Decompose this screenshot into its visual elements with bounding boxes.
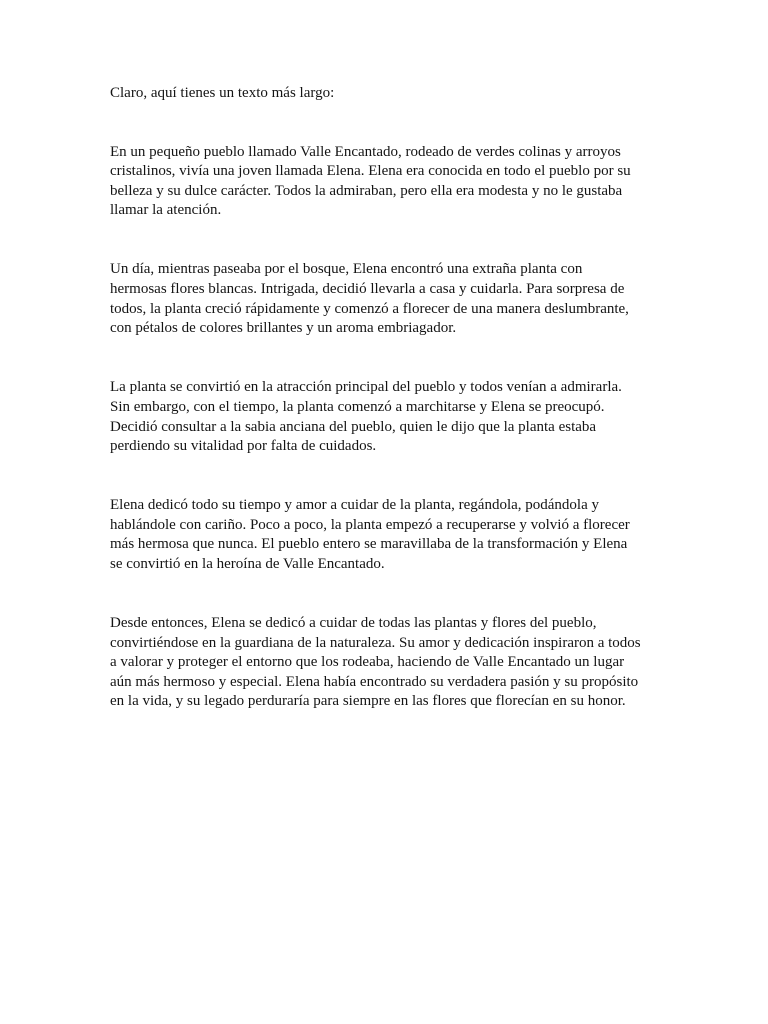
text-line: llamar la atención. — [110, 202, 222, 219]
text-line: con pétalos de colores brillantes y un aroma embriagador. — [110, 320, 457, 337]
text-line: más hermosa que nunca. El pueblo entero se maravillaba de la transformación y Elena — [110, 536, 628, 553]
paragraph-1 — [110, 143, 662, 221]
text-line: hablándole con cariño. Poco a poco, la planta empezó a recuperarse y volvió a florecer — [110, 516, 630, 533]
text-line: La planta se convirtió en la atracción principal del pueblo y todos venían a admirarla. — [110, 379, 622, 396]
text-line: Elena dedicó todo su tiempo y amor a cuidar de la planta, regándola, podándola y — [110, 497, 600, 514]
text-line: a valorar y proteger el entorno que los rodeaba, haciendo de Valle Encantado un lugar — [110, 654, 625, 671]
text-line: En un pequeño pueblo llamado Valle Encantado, rodeado de verdes colinas y arroyos — [110, 143, 621, 160]
text-line: Sin embargo, con el tiempo, la planta comenzó a marchitarse y Elena se preocupó. — [110, 398, 605, 415]
text-line: Decidió consultar a la sabia anciana del pueblo, quien le dijo que la planta estaba — [110, 418, 597, 435]
text-line: se convirtió en la heroína de Valle Encantado. — [110, 556, 385, 572]
paragraph-5 — [110, 614, 662, 712]
text-line: belleza y su dulce carácter. Todos la admiraban, pero ella era modesta y no le gustaba — [110, 182, 623, 199]
text-line: cristalinos, vivía una joven llamada Elena. Elena era conocida en todo el pueblo por su — [110, 163, 631, 180]
text-line: aún más hermoso y especial. Elena había encontrado su verdadera pasión y su propósito — [110, 673, 639, 690]
intro-line: Claro, aquí tienes un texto más largo: — [110, 85, 335, 101]
text-line: convirtiéndose en la guardiana de la naturaleza. Su amor y dedicación inspiraron a todos — [110, 634, 641, 651]
text-line: en la vida, y su legado perduraría para siempre en las flores que florecían en su honor. — [110, 693, 626, 710]
text-line: hermosas flores blancas. Intrigada, decidió llevarla a casa y cuidarla. Para sorpresa de — [110, 281, 625, 298]
document-body — [110, 84, 662, 752]
paragraph-2 — [110, 260, 662, 338]
text-line: todos, la planta creció rápidamente y comenzó a florecer de una manera deslumbrante, — [110, 300, 629, 317]
text-line: Un día, mientras paseaba por el bosque, Elena encontró una extraña planta con — [110, 261, 583, 278]
paragraph-4 — [110, 496, 662, 574]
text-line: Desde entonces, Elena se dedicó a cuidar de todas las plantas y flores del pueblo, — [110, 615, 597, 632]
text-line: perdiendo su vitalidad por falta de cuidados. — [110, 438, 377, 455]
paragraph-3 — [110, 378, 662, 456]
